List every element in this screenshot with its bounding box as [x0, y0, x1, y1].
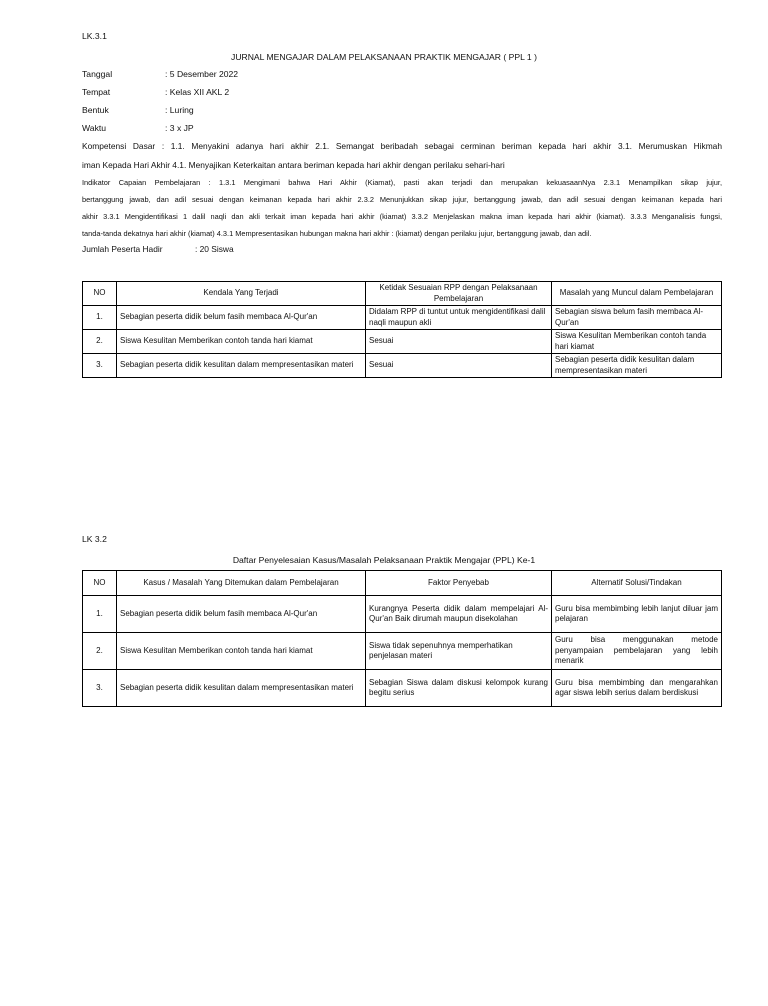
cell-kendala: Sebagian peserta didik kesulitan dalam mempresentasikan materi [117, 354, 366, 378]
cell-no: 1. [83, 306, 117, 330]
cell-kasus: Sebagian peserta didik belum fasih membaca Al-Qur'an [117, 596, 366, 633]
cell-kendala: Sebagian peserta didik belum fasih membaca Al-Qur'an [117, 306, 366, 330]
cell-ketidaksesuaian: Sesuai [366, 354, 552, 378]
field-label-waktu: Waktu [82, 123, 107, 133]
table-row [83, 633, 722, 670]
section1-title: JURNAL MENGAJAR DALAM PELAKSANAAN PRAKTIK MENGAJAR ( PPL 1 ) [231, 52, 537, 62]
section1-code: LK.3.1 [82, 31, 107, 41]
cell-solusi: Guru bisa menggunakan metode penyampaian pembelajaran yang lebih menarik [552, 633, 722, 670]
cell-no: 2. [83, 633, 117, 670]
field-value-waktu: : 3 x JP [165, 123, 194, 133]
field-label-tempat: Tempat [82, 87, 111, 97]
header-ketidaksesuaian: Ketidak Sesuaian RPP dengan Pelaksanaan Pembelajaran [366, 282, 552, 306]
cell-faktor: Siswa tidak sepenuhnya memperhatikan penjelasan materi [366, 633, 552, 670]
cell-ketidaksesuaian: Didalam RPP di tuntut untuk mengidentifikasi dalil naqli maupun akli [366, 306, 552, 330]
header-masalah: Masalah yang Muncul dalam Pembelajaran [552, 282, 722, 306]
table-row [83, 670, 722, 707]
cell-no: 3. [83, 354, 117, 378]
table-header-row [83, 282, 722, 306]
cell-kendala: Siswa Kesulitan Memberikan contoh tanda hari kiamat [117, 330, 366, 354]
table-row [83, 330, 722, 354]
cell-faktor: Sebagian Siswa dalam diskusi kelompok kurang begitu serius [366, 670, 552, 707]
indikator-line: akhir 3.3.1 Mengidentifikasi 1 dalil naqli dan akli terkait iman kepada hari akhir (kiamat) 3.3.2 Menjelaskan makna iman kepada hari akhir (kiamat). 3.3.3 Menganalisis fungsi, [82, 212, 722, 221]
header-no: NO [83, 282, 117, 306]
cell-solusi: Guru bisa membimbing dan mengarahkan agar siswa lebih serius dalam berdiskusi [552, 670, 722, 707]
header-kendala: Kendala Yang Terjadi [117, 282, 366, 306]
cell-ketidaksesuaian: Sesuai [366, 330, 552, 354]
cell-masalah: Siswa Kesulitan Memberikan contoh tanda hari kiamat [552, 330, 722, 354]
penyelesaian-table [82, 570, 722, 707]
table-row [83, 354, 722, 378]
cell-no: 3. [83, 670, 117, 707]
cell-kasus: Siswa Kesulitan Memberikan contoh tanda hari kiamat [117, 633, 366, 670]
cell-faktor: Kurangnya Peserta didik dalam mempelajari Al-Qur'an Baik dirumah maupun disekolahan [366, 596, 552, 633]
cell-no: 2. [83, 330, 117, 354]
field-value-tanggal: : 5 Desember 2022 [165, 69, 239, 79]
header-faktor: Faktor Penyebab [366, 571, 552, 596]
header-kasus: Kasus / Masalah Yang Ditemukan dalam Pembelajaran [117, 571, 366, 596]
field-value-bentuk: : Luring [165, 105, 194, 115]
indikator-line: Indikator Capaian Pembelajaran : 1.3.1 Mengimani bahwa Hari Akhir (Kiamat), pasti akan terjadi dan merupakan kekuasaanNya 2.3.1 Menampilkan sikap jujur, [82, 178, 722, 187]
cell-kasus: Sebagian peserta didik kesulitan dalam mempresentasikan materi [117, 670, 366, 707]
table-row [83, 306, 722, 330]
field-value-tempat: : Kelas XII AKL 2 [165, 87, 230, 97]
field-label-tanggal: Tanggal [82, 69, 113, 79]
cell-no: 1. [83, 596, 117, 633]
table-row [83, 596, 722, 633]
cell-masalah: Sebagian siswa belum fasih membaca Al-Qur'an [552, 306, 722, 330]
cell-masalah: Sebagian peserta didik kesulitan dalam mempresentasikan materi [552, 354, 722, 378]
header-no: NO [83, 571, 117, 596]
kompetensi-dasar-line: Kompetensi Dasar : 1.1. Menyakini adanya hari akhir 2.1. Semangat beribadah sebagai cerminan beriman kepada hari akhir 3.1. Merumuskan Hikmah [82, 141, 722, 151]
jumlah-peserta-label: Jumlah Peserta Hadir [82, 244, 163, 254]
header-solusi: Alternatif Solusi/Tindakan [552, 571, 722, 596]
indikator-line: bertanggung jawab, dan adil sesuai dengan keimanan kepada hari akhir 2.3.2 Menunjukkan sikap jujur, bertanggung jawab, dan adil sesuai dengan keimanan kepada hari [82, 195, 722, 204]
kompetensi-dasar-line: iman Kepada Hari Akhir 4.1. Menyajikan Keterkaitan antara beriman kepada hari akhir dengan perilaku sehari-hari [82, 160, 505, 170]
table-header-row [83, 571, 722, 596]
cell-solusi: Guru bisa membimbing lebih lanjut diluar jam pelajaran [552, 596, 722, 633]
section2-code: LK 3.2 [82, 534, 107, 544]
indikator-line: tanda-tanda dekatnya hari akhir (kiamat) 4.3.1 Mempresentasikan hubungan makna hari akhir : (kiamat) dengan perilaku jujur, bertanggung jawab, dan adil. [82, 229, 592, 238]
jumlah-peserta-value: : 20 Siswa [195, 244, 234, 254]
section2-title: Daftar Penyelesaian Kasus/Masalah Pelaksanaan Praktik Mengajar (PPL) Ke-1 [232, 555, 536, 565]
kendala-table [82, 281, 722, 378]
field-label-bentuk: Bentuk [82, 105, 109, 115]
